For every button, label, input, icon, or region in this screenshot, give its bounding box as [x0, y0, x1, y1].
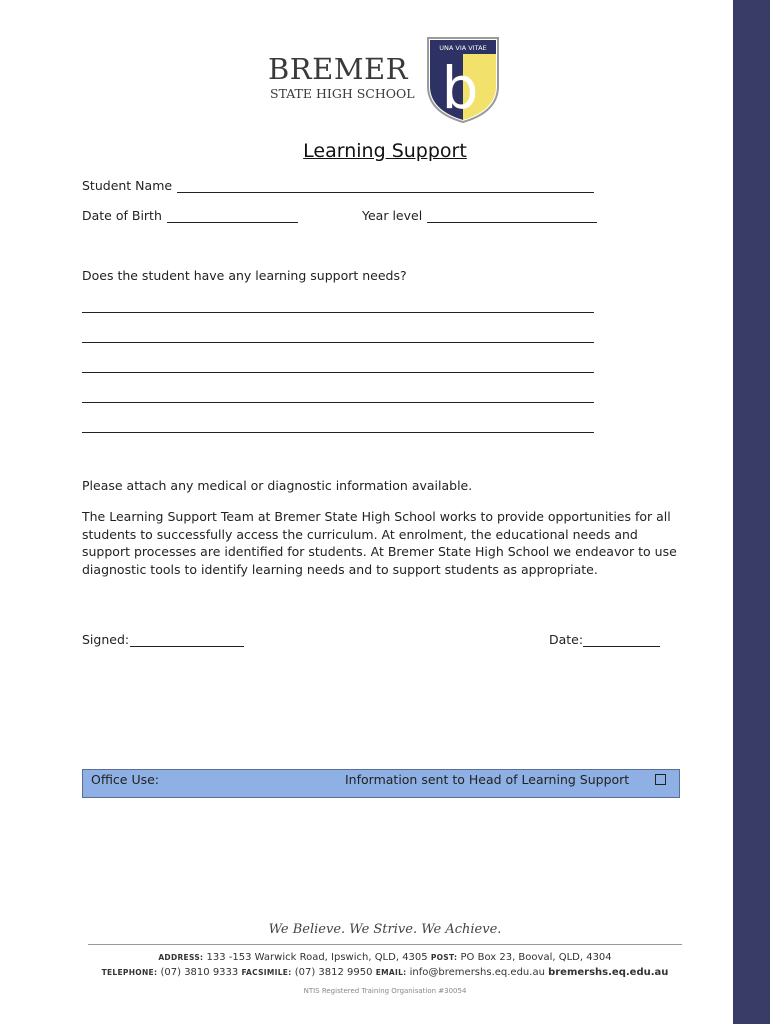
facsimile-value: (07) 3812 9950: [294, 967, 373, 978]
year-level-label: Year level: [362, 208, 423, 223]
telephone-value: (07) 3810 9333: [160, 967, 239, 978]
address-value: 133 -153 Warwick Road, Ipswich, QLD, 4305: [206, 952, 428, 963]
student-name-label: Student Name: [82, 178, 173, 193]
website-link[interactable]: bremershs.eq.edu.au: [548, 967, 669, 978]
facsimile-key: FACSIMILE:: [241, 968, 292, 977]
logo-school-subtitle: STATE HIGH SCHOOL: [270, 86, 415, 101]
logo-school-name: BREMER: [268, 52, 409, 86]
footer-contact-line: [0, 967, 770, 978]
ntis-registration: NTIS Registered Training Organisation #30054: [303, 987, 467, 995]
signed-label: Signed:: [82, 632, 130, 647]
post-key: POST:: [430, 953, 458, 962]
shield-letter: b: [441, 54, 479, 122]
answer-line-4[interactable]: [82, 402, 594, 403]
office-use-label: Office Use:: [91, 772, 160, 787]
school-logo: [268, 32, 508, 124]
footer-divider: [88, 944, 682, 945]
address-key: ADDRESS:: [158, 953, 204, 962]
footer-address-line: [0, 952, 770, 963]
answer-line-1[interactable]: [82, 312, 594, 313]
attach-note: Please attach any medical or diagnostic information available.: [82, 478, 473, 493]
date-label: Date:: [549, 632, 584, 647]
answer-line-5[interactable]: [82, 432, 594, 433]
answer-line-2[interactable]: [82, 342, 594, 343]
info-sent-checkbox[interactable]: [655, 774, 666, 785]
footer-motto: We Believe. We Strive. We Achieve.: [268, 922, 502, 937]
support-needs-question: Does the student have any learning support needs?: [82, 268, 407, 283]
form-title: Learning Support: [303, 140, 467, 162]
learning-support-paragraph: The Learning Support Team at Bremer State High School works to provide opportunities for all students to successfully access the curriculum. At enrolment, the educational needs and support processes are identified for students. At Bremer State High School we endeavor to use diagnostic tools to identify learning needs and to support students as appropriate.: [82, 509, 677, 577]
answer-line-3[interactable]: [82, 372, 594, 373]
office-use-box: [82, 769, 680, 798]
student-name-field[interactable]: [177, 192, 594, 193]
telephone-key: TELEPHONE:: [101, 968, 158, 977]
shield-motto-text: UNA VIA VITAE: [439, 44, 487, 52]
office-info-label: Information sent to Head of Learning Support: [345, 772, 630, 787]
school-shield-icon: [424, 34, 502, 124]
email-key: EMAIL:: [375, 968, 407, 977]
year-level-field[interactable]: [427, 222, 597, 223]
post-value: PO Box 23, Booval, QLD, 4304: [460, 952, 612, 963]
signature-field[interactable]: [130, 646, 244, 647]
date-field[interactable]: [583, 646, 660, 647]
email-link[interactable]: info@bremershs.eq.edu.au: [409, 967, 545, 978]
dob-field[interactable]: [167, 222, 298, 223]
dob-label: Date of Birth: [82, 208, 162, 223]
